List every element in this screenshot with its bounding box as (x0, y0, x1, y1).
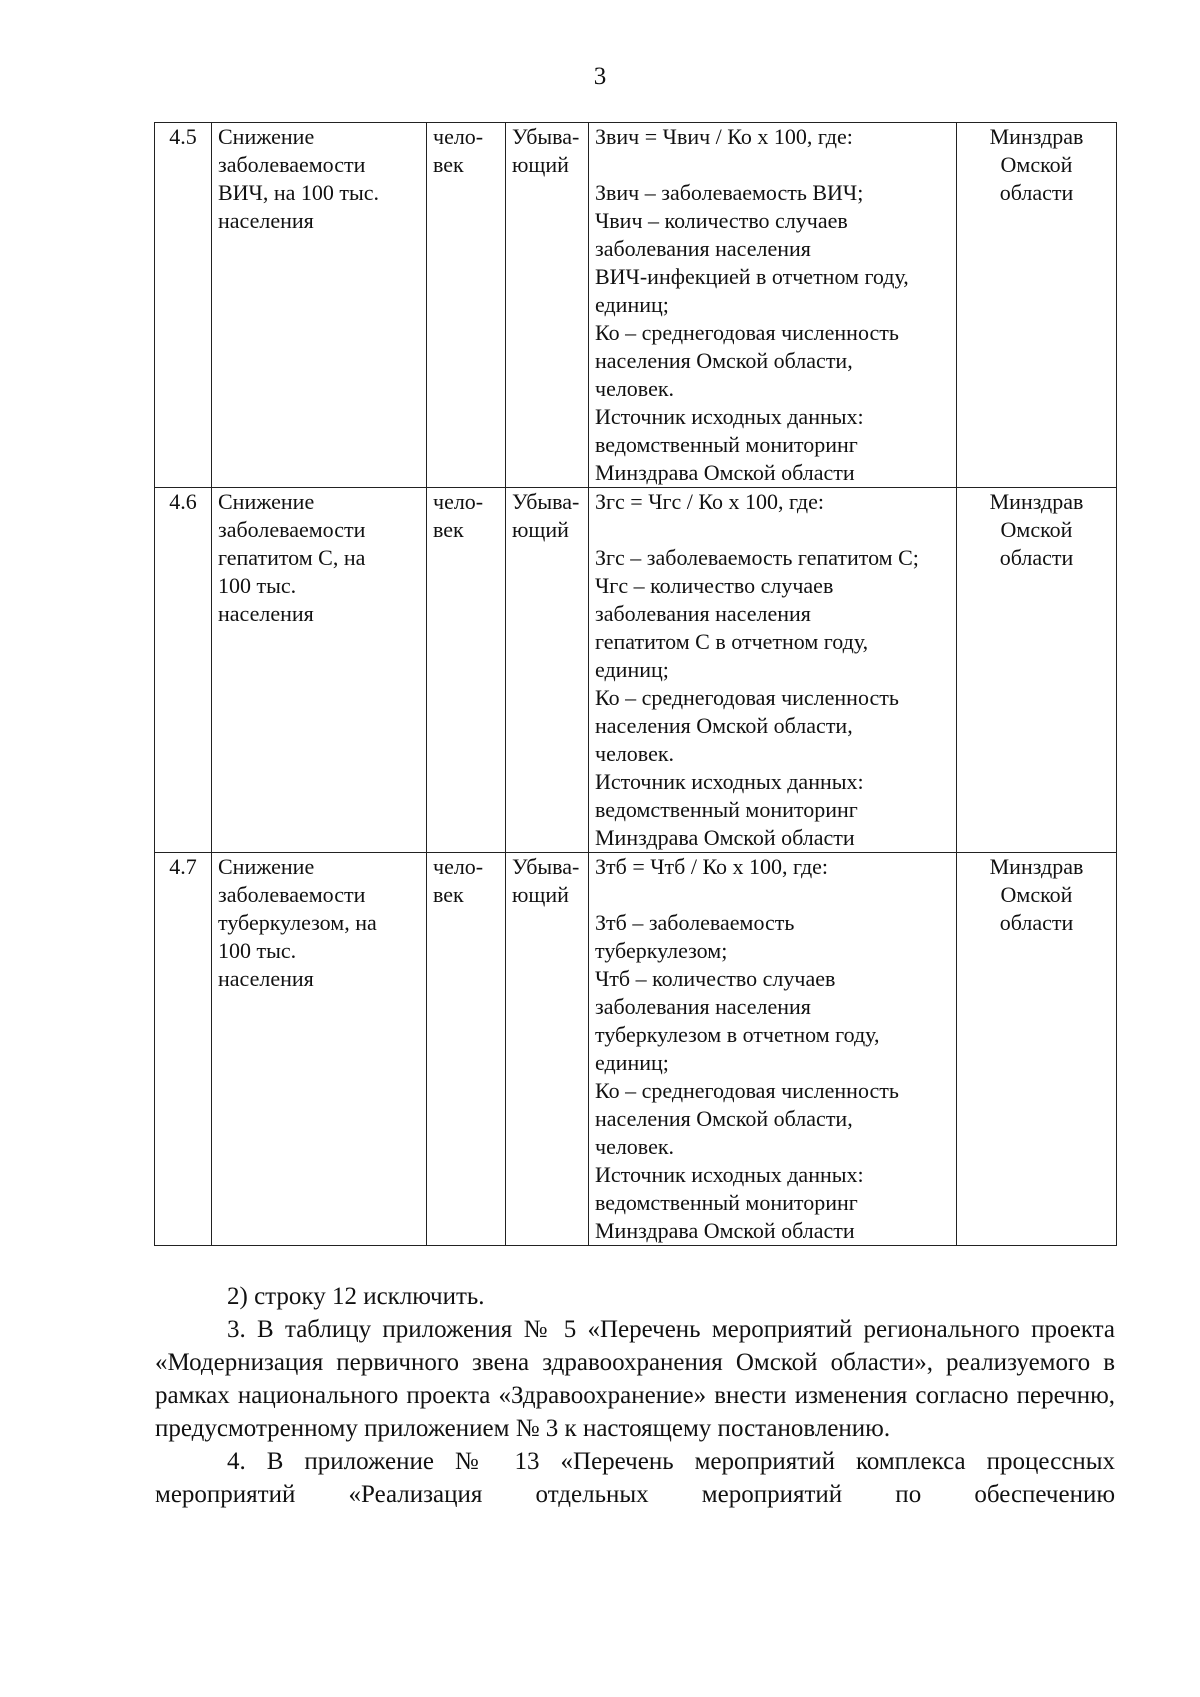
indicator-name-line: Снижение (218, 489, 315, 514)
unit-line: век (433, 882, 464, 907)
responsible-cell (957, 488, 1117, 853)
indicator-name-line: 100 тыс. (218, 938, 297, 963)
row-number: 4.6 (169, 489, 197, 514)
formula-line: человек. (595, 376, 675, 401)
indicator-table (154, 122, 1117, 1246)
trend-cell (506, 488, 589, 853)
unit-line: век (433, 152, 464, 177)
responsible-line: Минздрав (989, 854, 1084, 879)
formula-line: человек. (595, 1134, 675, 1159)
indicator-name-cell (212, 488, 427, 853)
formula-title: Зтб = Чтб / Ко х 100, где: (595, 854, 829, 879)
responsible-cell (957, 853, 1117, 1246)
row-number: 4.5 (169, 124, 197, 149)
indicator-name-line: населения (218, 601, 314, 626)
indicator-name-line: заболеваемости (218, 152, 366, 177)
formula-line: Минздрава Омской области (595, 825, 855, 850)
formula-line: Минздрава Омской области (595, 1218, 855, 1243)
formula-title: Згс = Чгс / Ко х 100, где: (595, 489, 824, 514)
responsible-line: Минздрав (989, 124, 1084, 149)
responsible-line: области (999, 545, 1074, 570)
indicator-name-line: туберкулезом, на (218, 910, 377, 935)
formula-spacer (595, 516, 950, 544)
formula-line: Ко – среднегодовая численность (595, 685, 899, 710)
responsible-line: Минздрав (989, 489, 1084, 514)
formula-spacer (595, 151, 950, 179)
paragraph-3: 4. В приложение № 13 «Перечень мероприятий комплекса процессных мероприятий «Реализация отдельных мероприятий по обеспечению (155, 1448, 1115, 1508)
row-number-cell (155, 853, 212, 1246)
trend-cell (506, 123, 589, 488)
formula-line: Ко – среднегодовая численность (595, 1078, 899, 1103)
formula-line: единиц; (595, 1050, 669, 1075)
formula-line: Звич – заболеваемость ВИЧ; (595, 180, 864, 205)
indicator-table-body (155, 123, 1117, 1246)
responsible-line: Омской (1000, 882, 1073, 907)
formula-line: Зтб – заболеваемость (595, 910, 795, 935)
trend-line: ющий (512, 517, 569, 542)
responsible-line: области (999, 180, 1074, 205)
formula-line: гепатитом С в отчетном году, (595, 629, 869, 654)
trend-line: ющий (512, 152, 569, 177)
row-number-cell (155, 123, 212, 488)
formula-line: туберкулезом; (595, 938, 728, 963)
unit-line: чело- (433, 854, 484, 879)
unit-cell (427, 123, 506, 488)
formula-line: Чгс – количество случаев (595, 573, 834, 598)
formula-line: заболевания населения (595, 601, 811, 626)
trend-line: Убыва- (512, 124, 580, 149)
formula-line: населения Омской области, (595, 348, 853, 373)
unit-cell (427, 488, 506, 853)
table-row (155, 853, 1117, 1246)
formula-cell (589, 123, 957, 488)
row-number-cell (155, 488, 212, 853)
trend-cell (506, 853, 589, 1246)
formula-line: Источник исходных данных: (595, 1162, 864, 1187)
formula-line: ведомственный мониторинг (595, 1190, 858, 1215)
formula-line: ВИЧ-инфекцией в отчетном году, (595, 264, 909, 289)
body-text (155, 1280, 1115, 1511)
formula-line: населения Омской области, (595, 713, 853, 738)
formula-line: Источник исходных данных: (595, 404, 864, 429)
indicator-name-line: населения (218, 966, 314, 991)
indicator-name-line: Снижение (218, 124, 315, 149)
unit-cell (427, 853, 506, 1246)
formula-line: Чвич – количество случаев (595, 208, 848, 233)
unit-line: чело- (433, 489, 484, 514)
indicator-name-line: населения (218, 208, 314, 233)
formula-title: Звич = Чвич / Ко х 100, где: (595, 124, 853, 149)
formula-line: Згс – заболеваемость гепатитом С; (595, 545, 919, 570)
responsible-cell (957, 123, 1117, 488)
formula-line: человек. (595, 741, 675, 766)
paragraph-1: 2) строку 12 исключить. (227, 1283, 485, 1310)
responsible-line: области (999, 910, 1074, 935)
indicator-name-line: 100 тыс. (218, 573, 297, 598)
unit-line: чело- (433, 124, 484, 149)
paragraph-2: 3. В таблицу приложения № 5 «Перечень мероприятий регионального проекта «Модернизация первичного звена здравоохранения Омской области», реализуемого в рамках национального проекта «Здравоохранение» внести изменения согласно перечню, предусмотренному приложением № 3 к настоящему постановлению. (155, 1316, 1115, 1442)
responsible-line: Омской (1000, 517, 1073, 542)
formula-line: единиц; (595, 292, 669, 317)
formula-line: туберкулезом в отчетном году, (595, 1022, 880, 1047)
indicator-name-line: Снижение (218, 854, 315, 879)
indicator-name-cell (212, 853, 427, 1246)
formula-cell (589, 853, 957, 1246)
responsible-line: Омской (1000, 152, 1073, 177)
formula-line: Ко – среднегодовая численность (595, 320, 899, 345)
row-number: 4.7 (169, 854, 197, 879)
formula-spacer (595, 881, 950, 909)
indicator-name-line: заболеваемости (218, 517, 366, 542)
trend-line: Убыва- (512, 489, 580, 514)
indicator-name-line: ВИЧ, на 100 тыс. (218, 180, 380, 205)
trend-line: ющий (512, 882, 569, 907)
indicator-name-cell (212, 123, 427, 488)
formula-line: Источник исходных данных: (595, 769, 864, 794)
formula-line: ведомственный мониторинг (595, 797, 858, 822)
formula-line: Чтб – количество случаев (595, 966, 836, 991)
indicator-name-line: гепатитом С, на (218, 545, 366, 570)
formula-line: заболевания населения (595, 236, 811, 261)
table-row (155, 123, 1117, 488)
formula-line: населения Омской области, (595, 1106, 853, 1131)
formula-line: Минздрава Омской области (595, 460, 855, 485)
formula-cell (589, 488, 957, 853)
formula-line: заболевания населения (595, 994, 811, 1019)
formula-line: единиц; (595, 657, 669, 682)
unit-line: век (433, 517, 464, 542)
page-number: 3 (593, 63, 607, 90)
table-row (155, 488, 1117, 853)
formula-line: ведомственный мониторинг (595, 432, 858, 457)
indicator-name-line: заболеваемости (218, 882, 366, 907)
trend-line: Убыва- (512, 854, 580, 879)
